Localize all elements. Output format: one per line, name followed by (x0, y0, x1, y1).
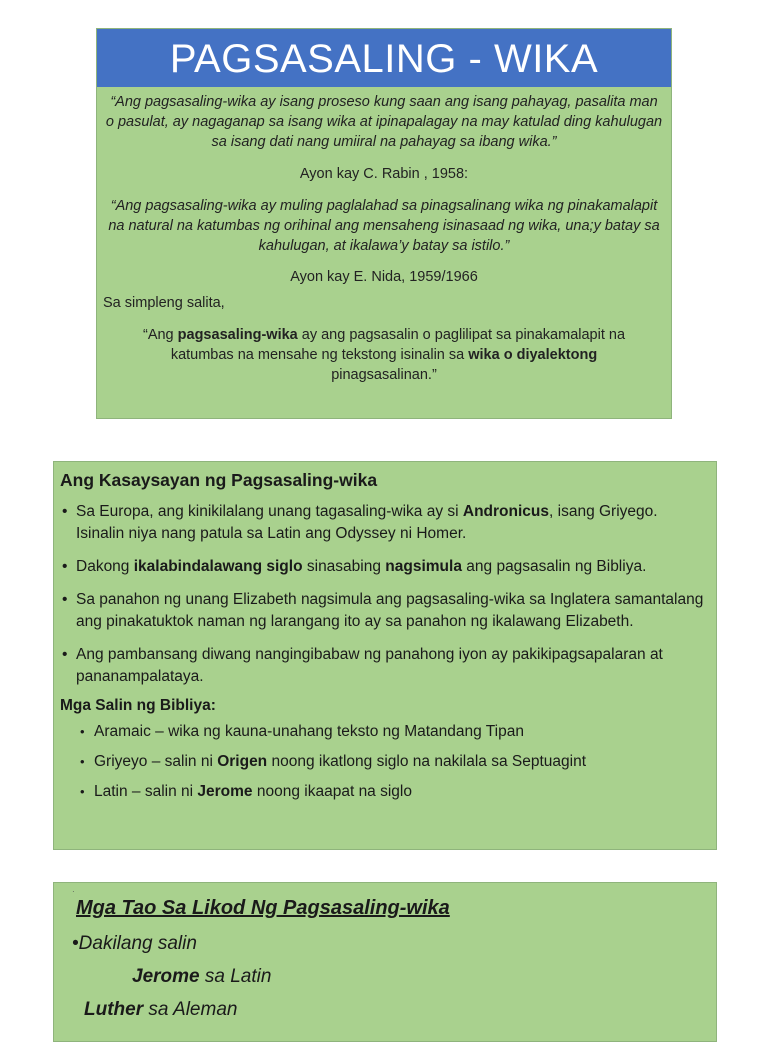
translator-language: sa Aleman (143, 999, 238, 1020)
item-bold: Origen (217, 753, 268, 770)
history-title: Ang Kasaysayan ng Pagsasaling-wika (60, 470, 378, 490)
list-item (62, 556, 706, 578)
bullet: • (62, 591, 68, 608)
bullet: • (80, 724, 85, 739)
list-item (62, 589, 706, 633)
item-text: noong ikaapat na siglo (252, 783, 412, 800)
bullet: • (80, 784, 85, 799)
item-text: Aramaic – wika ng kauna-unahang teksto ng Matandang Tipan (94, 723, 524, 740)
def-bold-term: wika o diyalektong (468, 347, 598, 363)
item-text: sinasabing (302, 558, 386, 575)
bullet: • (62, 646, 68, 663)
item-bold: Andronicus (462, 503, 550, 520)
bullet: • (80, 754, 85, 769)
bullet: • (62, 558, 68, 575)
definition-slide (96, 28, 672, 419)
list-item (62, 501, 706, 545)
bible-translations-heading: Mga Salin ng Bibliya: (60, 697, 216, 714)
history-list (54, 501, 716, 688)
people-slide (53, 882, 717, 1042)
item-text: ang pagsasalin ng Bibliya. (461, 558, 647, 575)
def-text: “Ang (142, 327, 178, 343)
translator-name: Jerome (132, 966, 200, 987)
slide-title: PAGSASALING - WIKA (97, 29, 671, 87)
bible-translations-list (54, 721, 716, 803)
item-text: Sa Europa, ang kinikilalang unang tagasaling-wika ay si (76, 503, 463, 520)
item-text: Ang pambansang diwang nangingibabaw ng panahong iyon ay pakikipagsapalaran at pananampalataya. (76, 646, 663, 685)
item-text: Griyeyo – salin ni (94, 753, 218, 770)
item-bold: Jerome (197, 783, 253, 800)
translator-name: Luther (84, 999, 144, 1020)
rabin-quote: “Ang pagsasaling-wika ay isang proseso kung saan ang isang pahayag, pasalita man o pasulat, ay nagaganap sa isang wika at ipinapalagay na may katulad ding kahulugan sa isang dati nang umiiral na pahayag sa ibang wika.” (105, 94, 663, 150)
item-text: noong ikatlong siglo na nakilala sa Septuagint (267, 753, 586, 770)
bullet: • (62, 503, 68, 520)
history-slide (53, 461, 717, 850)
item-text: Sa panahon ng unang Elizabeth nagsimula ang pagsasaling-wika sa Inglatera samantalang ang pinakatuktok naman ng larangang ito ay sa panahon ng ikalawang Elizabeth. (76, 591, 704, 630)
item-text: , isang Griyego. Isinalin niya nang patula sa Latin ang Odyssey ni Homer. (76, 503, 658, 542)
simple-words-label: Sa simpleng salita, (103, 295, 225, 311)
def-bold-term: pagsasaling-wika (177, 327, 298, 343)
simple-definition (97, 325, 671, 385)
rabin-attribution: Ayon kay C. Rabin , 1958: (299, 166, 469, 182)
stray-dot: · (72, 887, 75, 896)
translator-language: sa Latin (199, 966, 272, 987)
list-item (80, 781, 716, 803)
item-bold: nagsimula (385, 558, 462, 575)
item-bold: ikalabindalawang siglo (133, 558, 303, 575)
great-translations-label: •Dakilang salin (72, 933, 197, 954)
item-text: Latin – salin ni (94, 783, 198, 800)
people-title: Mga Tao Sa Likod Ng Pagsasaling-wika (76, 897, 450, 919)
translator-luther (84, 999, 237, 1021)
list-item (62, 644, 706, 688)
nida-attribution: Ayon kay E. Nida, 1959/1966 (290, 269, 478, 285)
translator-jerome (132, 966, 271, 988)
item-text: Dakong (76, 558, 134, 575)
list-item (80, 721, 716, 743)
slide-body (97, 92, 671, 385)
nida-quote: “Ang pagsasaling-wika ay muling paglalahad sa pinagsalinang wika ng pinakamalapit na natural na katumbas ng orihinal ang mensaheng isinasaad ng wika, una;y batay sa kahulugan, at ikalawa’y batay sa istilo.” (108, 198, 660, 254)
list-item (80, 751, 716, 773)
def-text: ay ang pagsasalin o paglilipat sa pinakamalapit na katumbas na mensahe ng tekstong isinalin sa (170, 327, 626, 363)
def-text: pinagsasalinan.” (331, 367, 437, 383)
